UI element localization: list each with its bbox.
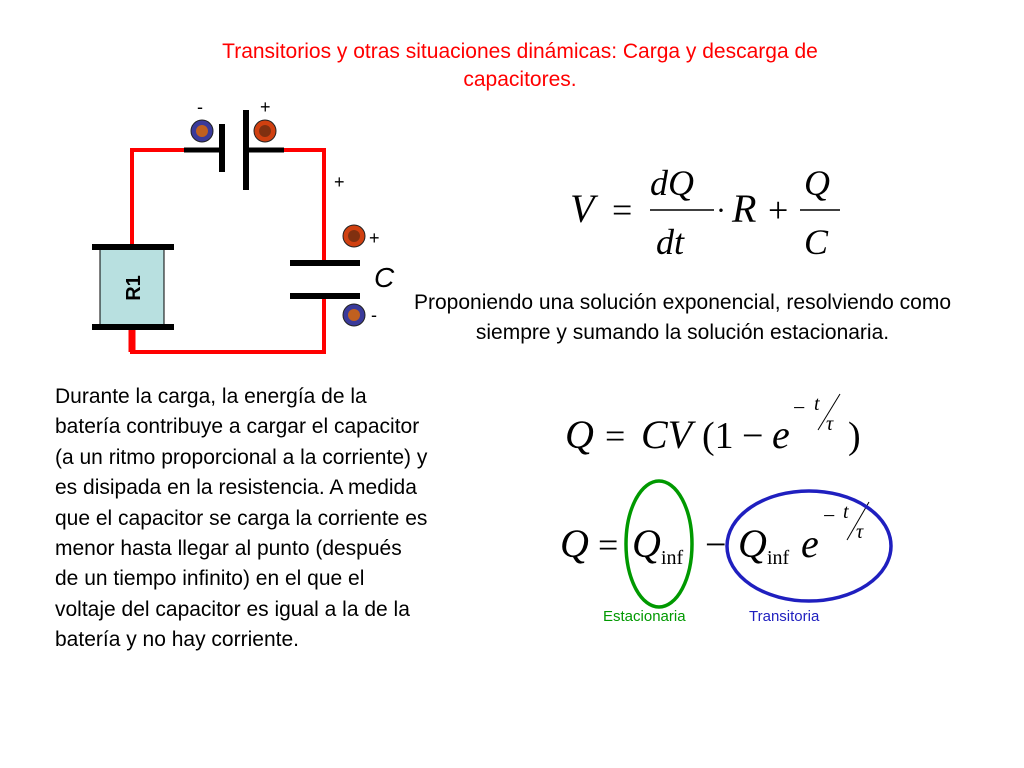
- eq1-plus: +: [768, 190, 789, 230]
- eq2-q: Q: [565, 412, 594, 457]
- battery-minus-terminal-icon: [191, 120, 213, 142]
- eq3-e: e: [801, 521, 819, 566]
- eq3-q: Q: [560, 521, 589, 566]
- wire-plus-sign: +: [334, 172, 345, 192]
- eq3-equals: =: [598, 525, 619, 565]
- eq3-qinf1: Q: [632, 521, 661, 566]
- eq2-exp-t: t: [814, 393, 820, 415]
- equation-charge: [565, 393, 861, 457]
- eq3-exp-minus: −: [823, 503, 836, 528]
- battery-plus-sign: +: [260, 97, 271, 117]
- eq1-v: V: [570, 186, 595, 231]
- eq2-exp-minus: −: [793, 395, 806, 420]
- stationary-label: Estacionaria: [603, 608, 686, 625]
- eq1-equals: =: [612, 190, 633, 230]
- capacitor-plus-sign: +: [369, 228, 380, 248]
- capacitor-label: C: [374, 262, 395, 293]
- battery-plus-terminal-icon: [254, 120, 276, 142]
- capacitor-minus-sign: -: [371, 305, 377, 325]
- eq3-qinf2: Q: [738, 521, 767, 566]
- eq2-e: e: [772, 412, 790, 457]
- description-paragraph: Durante la carga, la energía de la batería contribuye a cargar el capacitor (a un ritmo proporcional a la corriente) y es disipada en la resistencia. A medida que el capacitor se carga la corriente es menor hasta llegar al punto (después de un tiempo infinito) en el que el voltaje del capacitor es igual a la de la batería y no hay corriente.: [55, 385, 428, 652]
- capacitor-plus-terminal-icon: [343, 225, 365, 247]
- solution-paragraph: Proponiendo una solución exponencial, resolviendo como siempre y sumando la solución estacionaria.: [413, 291, 952, 344]
- battery-minus-sign: -: [197, 97, 203, 117]
- eq3-exp-t: t: [843, 501, 849, 523]
- wire-top-right: [284, 150, 324, 262]
- equation-voltage: [570, 163, 840, 262]
- eq2-minus: −: [742, 415, 764, 457]
- eq3-sub1: inf: [661, 547, 684, 569]
- eq1-den2: C: [804, 222, 829, 262]
- transient-label: Transitoria: [749, 608, 820, 625]
- eq1-den1: dt: [656, 222, 685, 262]
- resistor-label: R1: [123, 275, 145, 301]
- eq3-minus: −: [705, 524, 727, 566]
- wire-top-left: [132, 150, 184, 247]
- eq1-r: R: [732, 186, 757, 231]
- eq3-exp-tau: τ: [856, 521, 864, 543]
- eq2-close: ): [848, 415, 861, 457]
- eq2-cv: CV: [641, 412, 693, 457]
- capacitor-minus-terminal-icon: [343, 304, 365, 326]
- equation-solution-sum: [560, 501, 869, 569]
- eq3-sub2: inf: [767, 547, 790, 569]
- eq2-equals: =: [605, 416, 626, 456]
- slide-title: Transitorios y otras situaciones dinámicas: Carga y descarga de capacitores.: [222, 40, 818, 91]
- eq1-num1: dQ: [650, 163, 694, 203]
- eq1-num2: Q: [804, 163, 830, 203]
- eq2-exp-tau: τ: [826, 413, 834, 435]
- eq1-dot: ·: [716, 194, 726, 227]
- eq2-open: (1: [702, 415, 734, 457]
- capacitor: [290, 263, 360, 296]
